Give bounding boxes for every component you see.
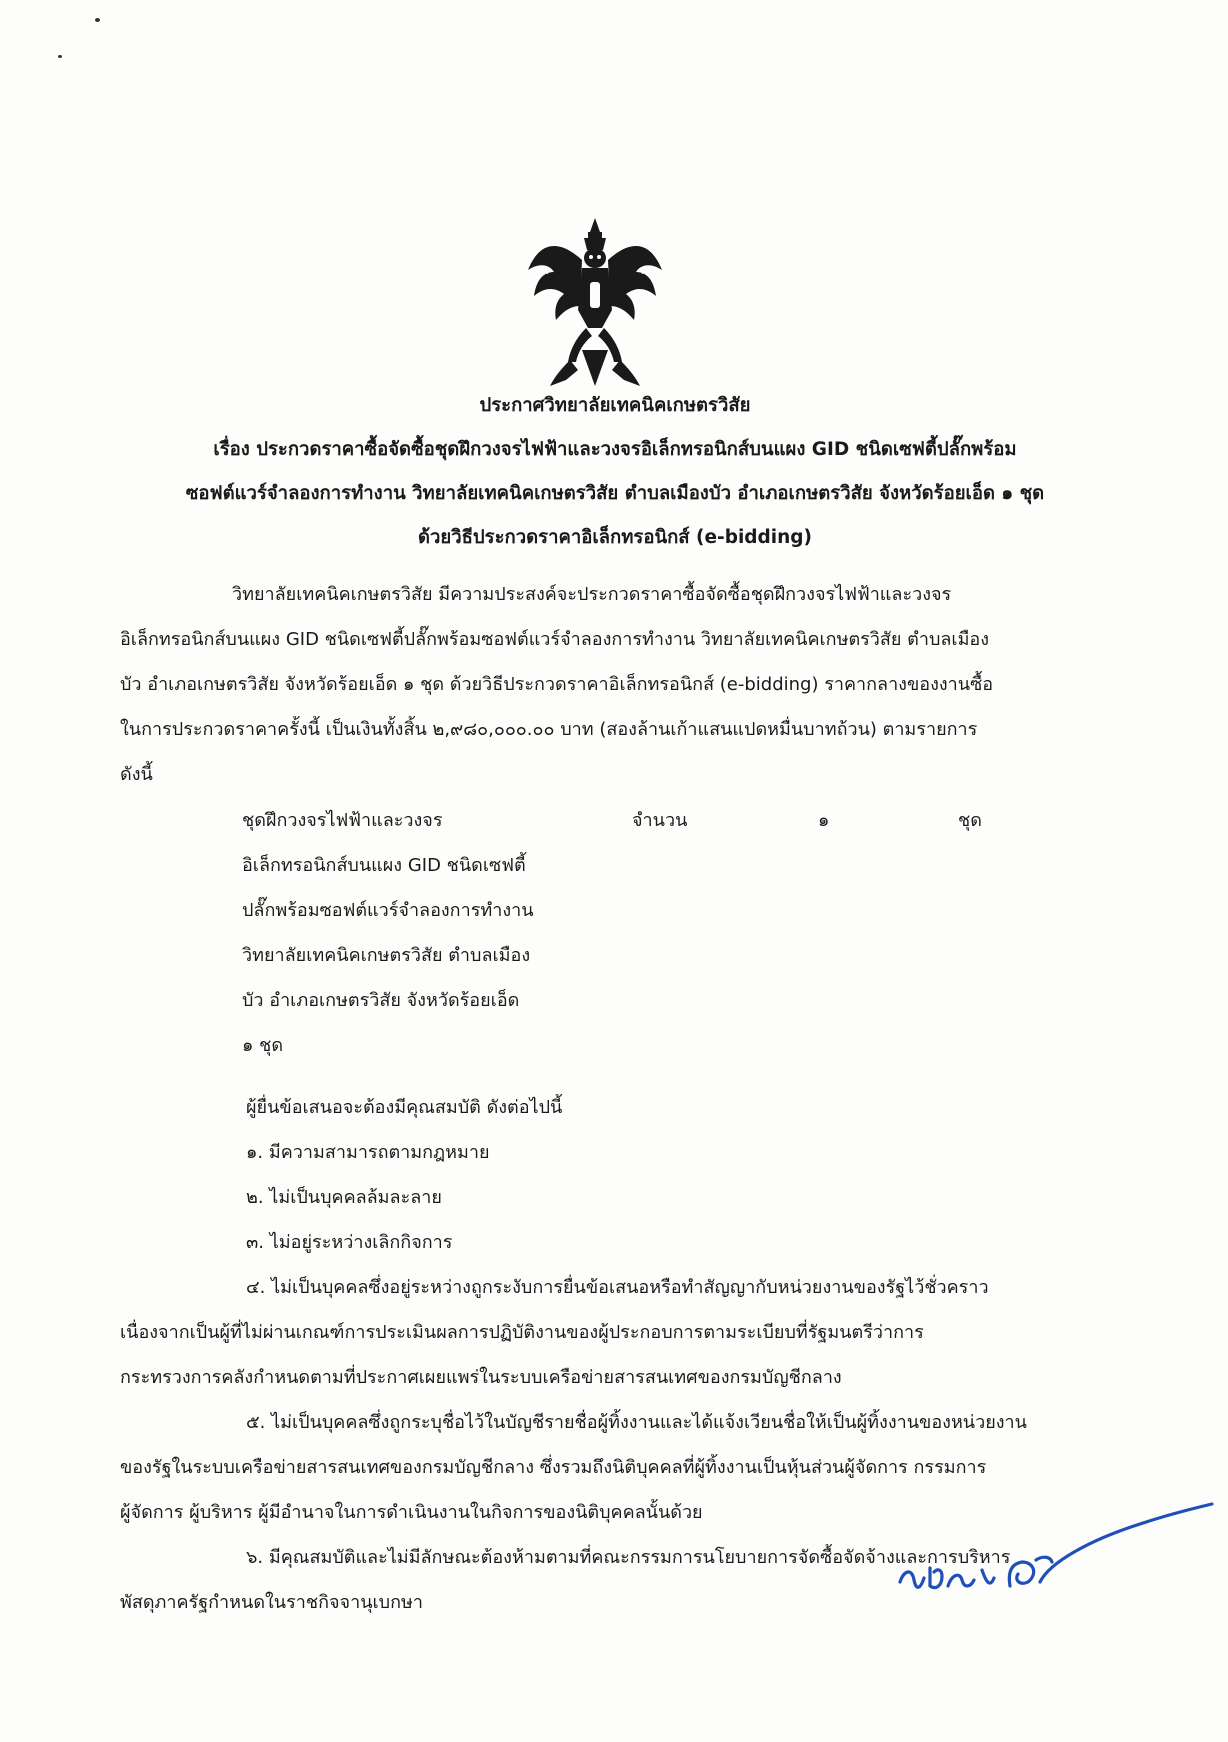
item-desc-line: ๑ ชุด	[242, 1035, 284, 1056]
scan-speck	[58, 55, 62, 58]
item-desc-line: บัว อำเภอเกษตรวิสัย จังหวัดร้อยเอ็ด	[242, 990, 520, 1011]
qualification-item: ๑. มีความสามารถตามกฎหมาย	[246, 1142, 490, 1163]
item-desc-line: อิเล็กทรอนิกส์บนแผง GID ชนิดเซฟตี้	[242, 855, 526, 876]
intro-line-5: ดังนี้	[120, 764, 153, 785]
handwritten-signature	[890, 1490, 1220, 1610]
qualification-item-cont: เนื่องจากเป็นผู้ที่ไม่ผ่านเกณฑ์การประเมินผลการปฏิบัติงานของผู้ประกอบการตามระเบียบที่รัฐมนตรีว่าการ	[120, 1322, 924, 1343]
subject-line-3: ด้วยวิธีประกวดราคาอิเล็กทรอนิกส์ (e-bidding)	[418, 527, 812, 548]
intro-line-4: ในการประกวดราคาครั้งนี้ เป็นเงินทั้งสิ้น ๒,๙๘๐,๐๐๐.๐๐ บาท (สองล้านเก้าแสนแปดหมื่นบาทถ้วน) ตามรายการ	[120, 719, 978, 740]
intro-paragraph	[120, 572, 1090, 797]
garuda-emblem-icon	[520, 210, 670, 390]
qualification-item-cont: ผู้จัดการ ผู้บริหาร ผู้มีอำนาจในการดำเนินงานในกิจการของนิติบุคคลนั้นด้วย	[120, 1502, 703, 1523]
intro-line-3: บัว อำเภอเกษตรวิสัย จังหวัดร้อยเอ็ด ๑ ชุด ด้วยวิธีประกวดราคาอิเล็กทรอนิกส์ (e-bidding) ราคากลางของงานซื้อ	[120, 674, 994, 695]
qualification-item: ๓. ไม่อยู่ระหว่างเลิกกิจการ	[246, 1232, 453, 1253]
qualification-item: ๖. มีคุณสมบัติและไม่มีลักษณะต้องห้ามตามที่คณะกรรมการนโยบายการจัดซื้อจัดจ้างและการบริหาร	[246, 1547, 1011, 1568]
qualification-item-cont: กระทรวงการคลังกำหนดตามที่ประกาศเผยแพร่ในระบบเครือข่ายสารสนเทศของกรมบัญชีกลาง	[120, 1367, 842, 1388]
item-description	[242, 798, 602, 1068]
item-unit: ชุด	[958, 810, 982, 831]
announcement-heading: ประกาศวิทยาลัยเทคนิคเกษตรวิสัย	[479, 395, 751, 416]
intro-line-2: อิเล็กทรอนิกส์บนแผง GID ชนิดเซฟตี้ปลั๊กพร้อมซอฟต์แวร์จำลองการทำงาน วิทยาลัยเทคนิคเกษตรวิสัย ตำบลเมือง	[120, 629, 990, 650]
item-desc-line: ปลั๊กพร้อมซอฟต์แวร์จำลองการทำงาน	[242, 900, 534, 921]
item-quantity-value: ๑	[818, 810, 830, 831]
qualification-item: ๒. ไม่เป็นบุคคลล้มละลาย	[246, 1187, 442, 1208]
subject-line-1: เรื่อง ประกวดราคาซื้อจัดซื้อชุดฝึกวงจรไฟฟ้าและวงจรอิเล็กทรอนิกส์บนแผง GID ชนิดเซฟตี้ปลั๊กพร้อม	[213, 439, 1017, 460]
qualification-item: ๔. ไม่เป็นบุคคลซึ่งอยู่ระหว่างถูกระงับการยื่นข้อเสนอหรือทำสัญญากับหน่วยงานของรัฐไว้ชั่วคราว	[246, 1277, 989, 1298]
item-desc-line: วิทยาลัยเทคนิคเกษตรวิสัย ตำบลเมือง	[242, 945, 531, 966]
item-desc-line: ชุดฝึกวงจรไฟฟ้าและวงจร	[242, 810, 443, 831]
item-quantity-label: จำนวน	[632, 810, 688, 831]
subject-line-2: ซอฟต์แวร์จำลองการทำงาน วิทยาลัยเทคนิคเกษตรวิสัย ตำบลเมืองบัว อำเภอเกษตรวิสัย จังหวัดร้อยเอ็ด ๑ ชุด	[185, 483, 1045, 504]
intro-line-1: วิทยาลัยเทคนิคเกษตรวิสัย มีความประสงค์จะประกวดราคาซื้อจัดซื้อชุดฝึกวงจรไฟฟ้าและวงจร	[232, 584, 952, 605]
qualification-item: ๕. ไม่เป็นบุคคลซึ่งถูกระบุชื่อไว้ในบัญชีรายชื่อผู้ทิ้งงานและได้แจ้งเวียนชื่อให้เป็นผู้ทิ้งงานของหน่วยงาน	[246, 1412, 1027, 1433]
announcement-title-block	[100, 384, 1130, 560]
qualifications-heading: ผู้ยื่นข้อเสนอจะต้องมีคุณสมบัติ ดังต่อไปนี้	[246, 1097, 563, 1118]
scan-speck	[95, 18, 100, 22]
qualification-item-cont: พัสดุภาครัฐกำหนดในราชกิจจานุเบกษา	[120, 1592, 423, 1613]
qualification-item-cont: ของรัฐในระบบเครือข่ายสารสนเทศของกรมบัญชีกลาง ซึ่งรวมถึงนิติบุคคลที่ผู้ทิ้งงานเป็นหุ้นส่วนผู้จัดการ กรรมการ	[120, 1457, 987, 1478]
